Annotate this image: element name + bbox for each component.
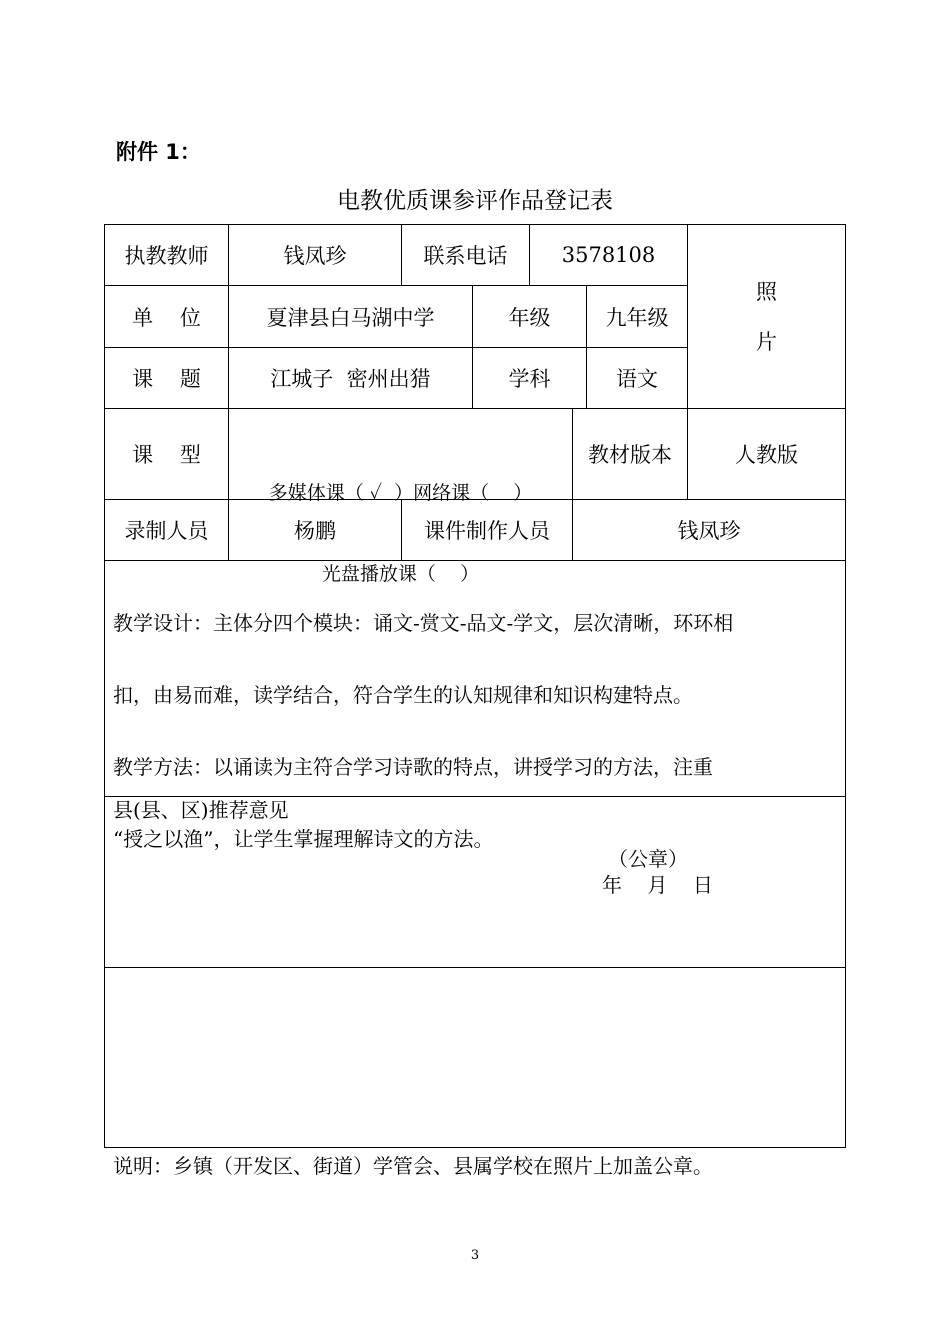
topic-label: 课 题 — [132, 367, 201, 391]
date-label: 年 月 日 — [602, 873, 713, 897]
type-label: 课 型 — [132, 443, 201, 467]
type-options-line-2: 光盘播放课（ ） — [321, 563, 480, 585]
courseware-maker-value: 钱凤珍 — [677, 519, 741, 543]
grade-label: 年级 — [508, 305, 551, 330]
seal-label: （公章） — [608, 847, 688, 871]
topic-value: 江城子 密州出猎 — [270, 367, 431, 391]
photo-label-2: 片 — [756, 329, 777, 354]
edition-value: 人教版 — [735, 443, 798, 467]
subject-value: 语文 — [616, 367, 658, 391]
design-line-3: 教学方法：以诵读为主符合学习诗歌的特点，讲授学习的方法，注重 — [113, 755, 713, 779]
unit-value: 夏津县白马湖中学 — [266, 305, 435, 330]
edition-label: 教材版本 — [588, 443, 672, 467]
page-number: 3 — [470, 1248, 480, 1263]
recommendation-label: 县(县、区)推荐意见 — [113, 798, 289, 822]
phone-label: 联系电话 — [423, 244, 508, 268]
grade-value: 九年级 — [605, 305, 669, 330]
recorder-value: 杨鹏 — [294, 519, 336, 543]
teacher-value: 钱凤珍 — [283, 244, 347, 268]
teacher-label: 执教教师 — [124, 244, 209, 268]
unit-label: 单 位 — [132, 305, 201, 330]
teaching-design-text — [113, 563, 843, 875]
photo-box — [688, 225, 845, 408]
courseware-maker-label: 课件制作人员 — [424, 519, 550, 543]
phone-value: 3578108 — [561, 243, 656, 267]
type-options-line-1: 多媒体课（ ✓ ）网络课（ ） — [268, 482, 533, 504]
attachment-label: 附件 1： — [116, 140, 201, 164]
design-line-2: 扣，由易而难，读学结合，符合学生的认知规律和知识构建特点。 — [113, 683, 693, 707]
form-title: 电教优质课参评作品登记表 — [337, 188, 613, 214]
design-line-4: “授之以渔”，让学生掌握理解诗文的方法。 — [113, 827, 494, 851]
subject-label: 学科 — [508, 367, 551, 391]
design-line-1: 教学设计：主体分四个模块：诵文-赏文-品文-学文，层次清晰，环环相 — [113, 611, 734, 635]
photo-label-1: 照 — [756, 279, 777, 304]
recorder-label: 录制人员 — [124, 519, 209, 543]
footnote: 说明：乡镇（开发区、街道）学管会、县属学校在照片上加盖公章。 — [113, 1154, 713, 1178]
